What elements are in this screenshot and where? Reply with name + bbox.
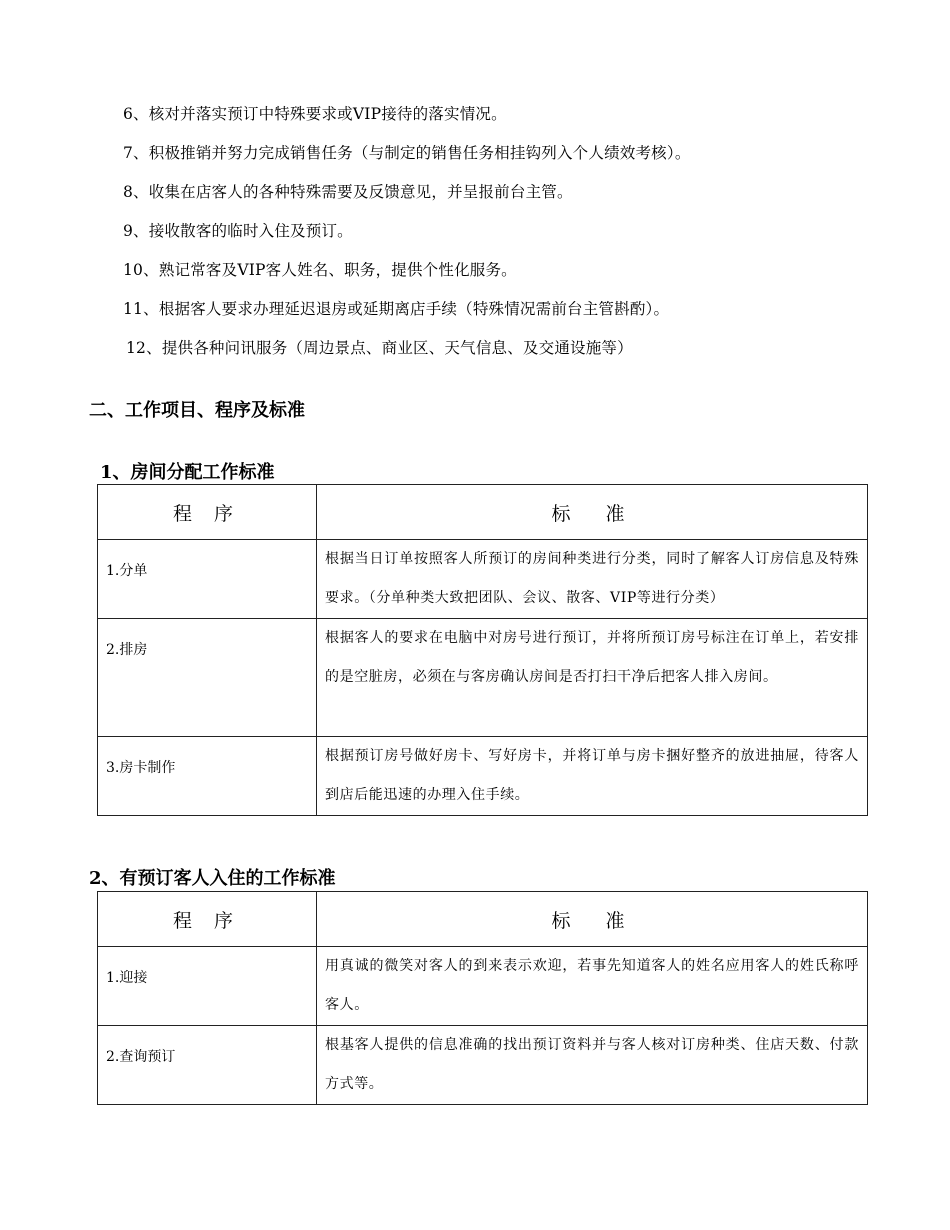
header-standard: 标 准 [317,485,868,540]
standard-cell: 根据客人的要求在电脑中对房号进行预订，并将所预订房号标注在订单上，若安排的是空脏房，必须在与客房确认房间是否打扫干净后把客人排入房间。 [317,619,868,737]
list-item: 9、接收散客的临时入住及预订。 [123,222,353,240]
room-assignment-table [97,484,868,816]
standard-cell: 根据当日订单按照客人所预订的房间种类进行分类，同时了解客人订房信息及特殊要求。（分单种类大致把团队、会议、散客、VIP等进行分类） [317,540,868,619]
table-title: 1、房间分配工作标准 [100,462,275,483]
list-item: 6、核对并落实预订中特殊要求或VIP接待的落实情况。 [123,105,507,123]
table-title: 2、有预订客人入住的工作标准 [89,868,336,889]
procedure-cell: 2.查询预订 [98,1026,317,1105]
list-item: 8、收集在店客人的各种特殊需要及反馈意见，并呈报前台主管。 [123,183,573,201]
header-procedure: 程 序 [98,892,317,947]
table-header-row [98,892,868,947]
list-item: 12、提供各种问讯服务（周边景点、商业区、天气信息、及交通设施等） [126,339,633,357]
table-row [98,947,868,1026]
header-standard: 标 准 [317,892,868,947]
table-row [98,619,868,737]
list-item: 10、熟记常客及VIP客人姓名、职务，提供个性化服务。 [123,261,517,279]
table-row [98,737,868,816]
table-row [98,1026,868,1105]
standard-cell: 根基客人提供的信息准确的找出预订资料并与客人核对订房种类、住店天数、付款方式等。 [317,1026,868,1105]
section-heading: 二、工作项目、程序及标准 [89,400,305,421]
reserved-checkin-table [97,891,868,1105]
standard-cell: 根据预订房号做好房卡、写好房卡，并将订单与房卡捆好整齐的放进抽屉，待客人到店后能迅速的办理入住手续。 [317,737,868,816]
procedure-cell: 2.排房 [98,619,317,737]
procedure-cell: 1.分单 [98,540,317,619]
table-row [98,540,868,619]
table-header-row [98,485,868,540]
list-item: 7、积极推销并努力完成销售任务（与制定的销售任务相挂钩列入个人绩效考核）。 [123,144,691,162]
list-item: 11、根据客人要求办理延迟退房或延期离店手续（特殊情况需前台主管斟酌）。 [123,300,670,318]
procedure-cell: 1.迎接 [98,947,317,1026]
procedure-cell: 3.房卡制作 [98,737,317,816]
header-procedure: 程 序 [98,485,317,540]
standard-cell: 用真诚的微笑对客人的到来表示欢迎，若事先知道客人的姓名应用客人的姓氏称呼客人。 [317,947,868,1026]
